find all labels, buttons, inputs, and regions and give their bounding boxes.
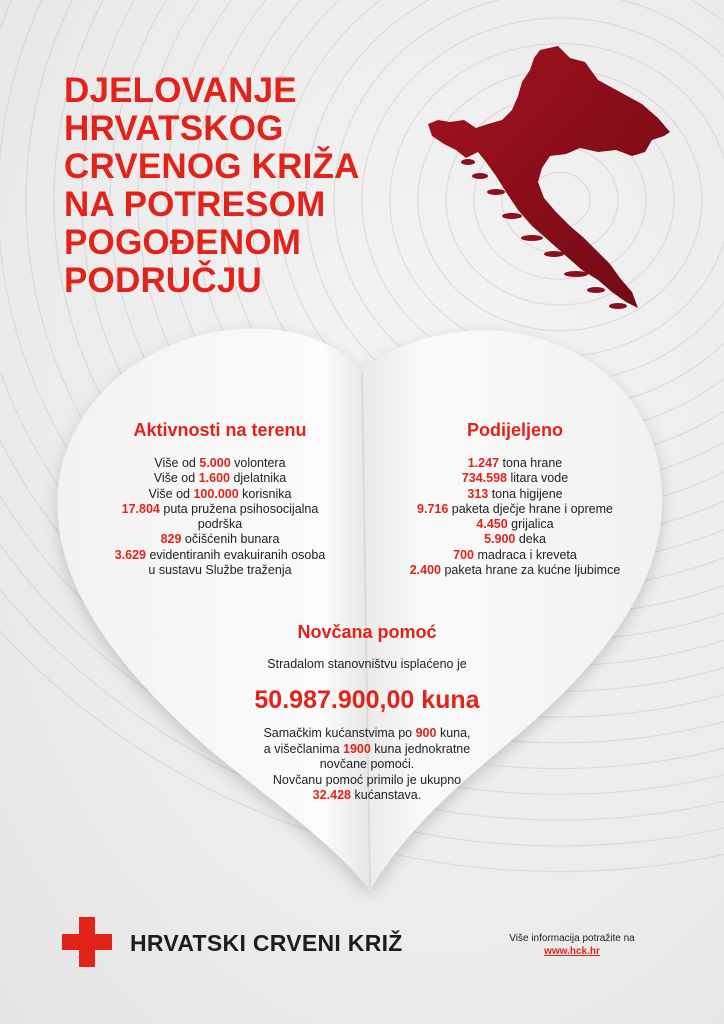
list-item: 829 očišćenih bunara [160, 532, 280, 547]
list-item: 1.247 tona hrane [467, 456, 563, 470]
list-item: 17.804 puta pružena psihosocijalna [121, 501, 319, 516]
list-item: 5.900 deka [484, 532, 546, 547]
title-line: PODRUČJU [64, 261, 263, 300]
list-item: 313 tona higijene [467, 486, 563, 501]
list-item: Više od 1.600 djelatnika [153, 471, 287, 486]
red-cross-logo-icon [62, 917, 112, 967]
money-line: novčane pomoći. [319, 757, 415, 771]
list-item: 9.716 paketa dječje hrane i opreme [417, 501, 613, 516]
title-line: CRVENOG KRIŽA [64, 147, 360, 186]
list-item: 734.598 litara vode [461, 471, 569, 486]
money-subtitle: Stradalom stanovništvu isplaćeno je [267, 657, 467, 671]
title-line: POGOĐENOM [64, 223, 302, 262]
list-item: Više od 5.000 volontera [154, 456, 286, 470]
list-item: Više od 100.000 korisnika [148, 486, 292, 501]
distributed-list [380, 456, 650, 578]
list-item: 3.629 evidentiranih evakuiranih osoba [114, 547, 326, 562]
list-item: 2.400 paketa hrane za kućne ljubimce [409, 563, 621, 578]
list-item: podrška [197, 517, 243, 532]
heart-shape [30, 320, 680, 900]
money-line: Samačkim kućanstvima po 900 kuna, [263, 726, 471, 740]
more-info-text: Više informacija potražite na [509, 933, 635, 944]
website-link[interactable]: www.hck.hr [544, 946, 600, 957]
organization-name: HRVATSKI CRVENI KRIŽ [130, 930, 403, 956]
page-title [64, 72, 360, 300]
title-line: NA POTRESOM [64, 185, 326, 224]
title-line: HRVATSKOG [64, 109, 284, 148]
distributed-title: Podijeljeno [466, 420, 563, 440]
more-info [472, 932, 672, 958]
list-item: 700 madraca i kreveta [453, 547, 577, 562]
list-item: u sustavu Službe traženja [148, 563, 292, 578]
activities-list [90, 456, 350, 578]
activities-title: Aktivnosti na terenu [133, 420, 307, 440]
list-item: 4.450 grijalica [476, 517, 554, 532]
money-title: Novčana pomoć [297, 622, 437, 642]
money-details [210, 726, 524, 804]
croatia-map-icon [420, 40, 680, 320]
money-total: 50.987.900,00 kuna [254, 686, 480, 714]
title-line: DJELOVANJE [64, 71, 297, 110]
money-line: Novčanu pomoć primilo je ukupno [272, 772, 462, 787]
money-line: 32.428 kućanstava. [312, 788, 422, 802]
money-line: a višečlanima 1900 kuna jednokratne [263, 741, 471, 756]
